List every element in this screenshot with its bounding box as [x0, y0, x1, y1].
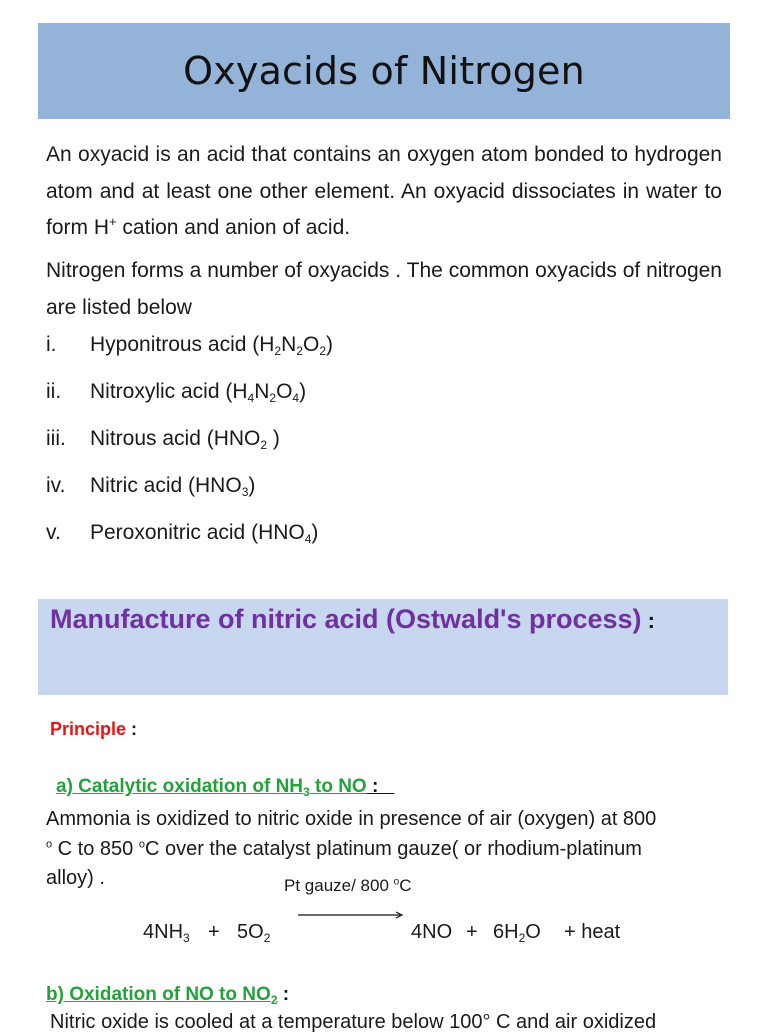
formula-subscript: 4: [304, 532, 312, 546]
page-title: Oxyacids of Nitrogen: [183, 49, 585, 93]
reactant-oxygen-sub: 2: [263, 931, 271, 945]
formula-subscript: 4: [292, 391, 300, 405]
acid-close-paren: ): [326, 333, 333, 356]
section-heading: [50, 604, 655, 635]
formula-subscript: 3: [241, 485, 249, 499]
principle-word: Principle: [50, 719, 127, 739]
product-water-post: O: [525, 921, 541, 943]
reactant-ammonia-sub: 3: [183, 931, 190, 945]
list-item-number: ii.: [46, 380, 62, 403]
condition-unit: C: [399, 876, 412, 895]
step-b-title-sub: 2: [270, 993, 278, 1007]
section-band: [38, 599, 728, 695]
acid-name: Nitroxylic acid (: [90, 380, 233, 403]
reactant-oxygen: [237, 921, 270, 944]
acid-name: Nitrous acid (: [90, 427, 214, 450]
product-water-text: 6H: [493, 921, 519, 943]
acid-name: Peroxonitric acid (: [90, 521, 259, 544]
degree-sup: o: [46, 837, 53, 850]
list-item-label: [90, 427, 280, 451]
list-item: [46, 380, 333, 427]
step-b-colon: :: [277, 984, 290, 1005]
acid-close-paren: ): [311, 521, 319, 544]
formula-element: HNO: [195, 474, 242, 497]
step-b-title: [46, 984, 278, 1005]
acid-name: Hyponitrous acid (: [90, 333, 260, 356]
reaction-condition: [284, 876, 411, 896]
step-a-title-pre: a) Catalytic oxidation of NH: [56, 776, 304, 797]
formula-element: N: [254, 380, 270, 403]
step-b-text-partial: Nitric oxide is cooled at a temperature below 100° C and air oxidized: [50, 1011, 657, 1033]
h-plus-superscript: +: [109, 214, 117, 229]
acid-close-paren: ): [299, 380, 307, 403]
list-item-number: i.: [46, 333, 57, 356]
step-a-heading: [56, 776, 394, 798]
title-band: [38, 23, 730, 119]
principle-label: [50, 719, 137, 740]
intro-paragraph-1: [46, 137, 722, 247]
list-item-number: iv.: [46, 474, 66, 497]
plus-sign-2: +: [466, 921, 478, 943]
formula-element: H: [232, 380, 248, 403]
intro-paragraph-2: Nitrogen forms a number of oxyacids . The common oxyacids of nitrogen are listed below: [46, 259, 722, 319]
step-a-line-2-mid: C to 850: [52, 837, 139, 860]
heat-term: + heat: [564, 921, 621, 943]
condition-text: Pt gauze/ 800: [284, 876, 394, 895]
intro-text: An oxyacid is an acid that contains an oxygen atom bonded to hydrogen atom and at least one other element. An oxyacid dissociates in water to form H: [46, 143, 722, 239]
step-a-title: [56, 776, 367, 797]
list-item-number: v.: [46, 521, 61, 544]
list-item-label: [90, 380, 306, 404]
formula-subscript: 2: [319, 344, 326, 358]
plus-sign-1: +: [208, 921, 220, 943]
list-item: [46, 474, 333, 521]
reactant-ammonia: [143, 921, 190, 944]
condition-degree: o: [393, 876, 400, 888]
step-b-heading: [46, 984, 289, 1006]
reactant-ammonia-text: 4NH: [143, 921, 184, 943]
list-item: [46, 333, 333, 380]
list-item-label: [90, 474, 255, 498]
list-item-label: [90, 333, 333, 357]
formula-element: H: [259, 333, 275, 356]
principle-colon: :: [126, 719, 138, 739]
step-a-title-post: to NO: [309, 776, 367, 797]
list-item-label: [90, 521, 318, 545]
formula-subscript: 2: [260, 438, 268, 452]
acid-close-paren: ): [267, 427, 280, 450]
formula-element: N: [281, 333, 297, 356]
acid-close-paren: ): [248, 474, 256, 497]
formula-subscript: 4: [247, 391, 255, 405]
section-heading-text: Manufacture of nitric acid (Ostwald's process): [50, 604, 642, 634]
step-b-title-pre: b) Oxidation of NO to NO: [46, 984, 271, 1005]
list-item: [46, 521, 333, 568]
degree-sup: o: [138, 837, 145, 850]
formula-element: HNO: [213, 427, 261, 450]
step-a-colon: :: [366, 776, 395, 797]
formula-subscript: 2: [296, 344, 303, 358]
formula-element: HNO: [258, 521, 305, 544]
list-item-number: iii.: [46, 427, 66, 450]
oxyacid-list: [46, 333, 333, 568]
formula-element: O: [276, 380, 293, 403]
step-a-title-sub: 3: [303, 785, 310, 799]
product-water-sub: 2: [518, 931, 526, 945]
product-water: [493, 921, 541, 944]
list-item: [46, 427, 333, 474]
section-colon: :: [641, 608, 656, 633]
reactant-oxygen-text: 5O: [237, 921, 264, 943]
formula-subscript: 2: [269, 391, 277, 405]
intro-text-end: cation and anion of acid.: [116, 216, 351, 239]
acid-name: Nitric acid (: [90, 474, 196, 497]
step-a-line-3: alloy) .: [46, 867, 105, 889]
step-a-line-1: Ammonia is oxidized to nitric oxide in presence of air (oxygen) at 800: [46, 808, 657, 830]
step-a-line-2: [46, 835, 726, 865]
formula-subscript: 2: [274, 344, 282, 358]
step-a-line-2-post: C over the catalyst platinum gauze( or rhodium-platinum: [144, 837, 642, 860]
formula-element: O: [302, 333, 320, 356]
reaction-arrow: [298, 910, 404, 920]
product-no: 4NO: [411, 921, 453, 943]
